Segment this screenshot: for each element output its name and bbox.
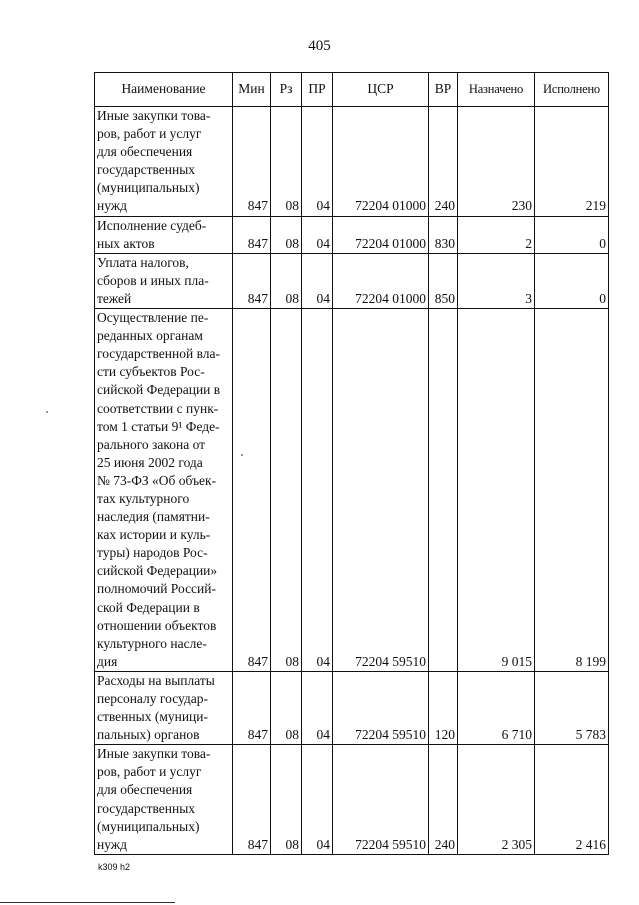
name-line: ных актов (97, 235, 155, 251)
name-line: сийской Федерации в (97, 382, 221, 398)
cell-executed: 0 (535, 216, 609, 253)
name-line: дия (97, 653, 118, 669)
cell-name (95, 216, 233, 253)
table-header-row (95, 73, 609, 107)
cell-vr (429, 309, 458, 672)
name-line: тах культурного (97, 490, 190, 506)
cell-executed: 0 (535, 253, 609, 308)
table-row (95, 253, 609, 308)
cell-pr: 04 (302, 309, 333, 672)
name-line: том 1 статьи 9¹ Феде- (97, 418, 220, 434)
name-line: персоналу государ- (97, 691, 209, 706)
cell-rz: 08 (271, 745, 302, 855)
name-line: Расходы на выплаты (97, 672, 215, 688)
name-line: (муниципальных) (97, 818, 200, 834)
name-line: Исполнение судеб- (97, 217, 207, 233)
cell-pr: 04 (302, 745, 333, 855)
table-row (95, 216, 609, 253)
cell-vr: 240 (429, 745, 458, 855)
cell-assigned: 230 (458, 107, 535, 217)
cell-rz: 08 (271, 253, 302, 308)
cell-rz: 08 (271, 216, 302, 253)
name-line: ственных (муници- (97, 709, 209, 725)
footer-code: k309 h2 (98, 862, 131, 872)
table-row (95, 745, 609, 855)
cell-pr: 04 (302, 253, 333, 308)
cell-assigned: 2 305 (458, 745, 535, 855)
cell-min: 847 (233, 253, 271, 308)
cell-min: 847 (233, 107, 271, 217)
cell-csr: 72204 59510 (333, 671, 429, 744)
name-line: соответствии с пунк- (97, 400, 219, 416)
cell-csr: 72204 01000 (333, 253, 429, 308)
name-line: культурного насле- (97, 635, 207, 651)
header-vr: ВР (429, 73, 458, 107)
cell-vr: 120 (429, 671, 458, 744)
name-line: Иные закупки това- (97, 108, 211, 123)
table-row (95, 671, 609, 744)
cell-assigned: 9 015 (458, 309, 535, 672)
name-line: государственных (97, 800, 196, 816)
cell-name (95, 107, 233, 217)
cell-csr: 72204 59510 (333, 309, 429, 672)
cell-csr: 72204 01000 (333, 107, 429, 217)
table-row (95, 107, 609, 217)
name-line: ров, работ и услуг (97, 126, 202, 142)
scan-speck (241, 454, 243, 456)
header-min: Мин (233, 73, 271, 107)
footer-rule (0, 902, 175, 903)
header-assigned: Назначено (458, 73, 535, 107)
cell-vr: 850 (429, 253, 458, 308)
cell-rz: 08 (271, 107, 302, 217)
cell-rz: 08 (271, 671, 302, 744)
name-line: отношении объектов (97, 617, 217, 633)
name-line: государственной вла- (97, 346, 221, 362)
name-line: Уплата налогов, (97, 254, 189, 270)
name-line: сти субъектов Рос- (97, 364, 205, 380)
cell-rz: 08 (271, 309, 302, 672)
page-number: 405 (308, 38, 331, 54)
name-line: наследия (памятни- (97, 509, 210, 525)
name-line: государственных (97, 162, 196, 178)
cell-pr: 04 (302, 216, 333, 253)
scan-speck (46, 411, 48, 413)
cell-assigned: 2 (458, 216, 535, 253)
cell-name (95, 253, 233, 308)
cell-executed: 8 199 (535, 309, 609, 672)
cell-min: 847 (233, 745, 271, 855)
cell-pr: 04 (302, 671, 333, 744)
cell-vr: 830 (429, 216, 458, 253)
name-line: (муниципальных) (97, 180, 200, 196)
name-line: пальных) органов (97, 727, 200, 743)
cell-min: 847 (233, 309, 271, 672)
name-line: нужд (97, 836, 127, 852)
header-rz: Рз (271, 73, 302, 107)
name-line: № 73-ФЗ «Об объек- (97, 472, 217, 488)
cell-min: 847 (233, 671, 271, 744)
name-line: ров, работ и услуг (97, 764, 202, 780)
cell-executed: 5 783 (535, 671, 609, 744)
cell-name (95, 671, 233, 744)
name-line: туры) народов Рос- (97, 545, 208, 561)
cell-assigned: 6 710 (458, 671, 535, 744)
cell-csr: 72204 59510 (333, 745, 429, 855)
name-line: Иные закупки това- (97, 746, 211, 762)
cell-vr: 240 (429, 107, 458, 217)
name-line: нужд (97, 198, 127, 214)
name-line: для обеспечения (97, 782, 193, 798)
cell-executed: 219 (535, 107, 609, 217)
table-row (95, 309, 609, 672)
name-line: рального закона от (97, 436, 206, 452)
name-line: полномочий Россий- (97, 581, 216, 597)
header-name: Наименование (95, 73, 233, 107)
cell-csr: 72204 01000 (333, 216, 429, 253)
header-pr: ПР (302, 73, 333, 107)
name-line: 25 июня 2002 года (97, 454, 203, 470)
cell-name (95, 309, 233, 672)
table-body (95, 107, 609, 855)
cell-pr: 04 (302, 107, 333, 217)
name-line: для обеспечения (97, 144, 193, 160)
budget-table (94, 72, 609, 855)
cell-executed: 2 416 (535, 745, 609, 855)
name-line: реданных органам (97, 328, 203, 344)
name-line: сийской Федерации» (97, 563, 218, 579)
name-line: тежей (97, 290, 132, 306)
cell-min: 847 (233, 216, 271, 253)
cell-name (95, 745, 233, 855)
name-line: Осуществление пе- (97, 310, 209, 326)
cell-assigned: 3 (458, 253, 535, 308)
name-line: ской Федерации в (97, 599, 200, 615)
name-line: ках истории и куль- (97, 527, 211, 543)
name-line: сборов и иных пла- (97, 272, 209, 288)
header-csr: ЦСР (333, 73, 429, 107)
header-executed: Исполнено (535, 73, 609, 107)
